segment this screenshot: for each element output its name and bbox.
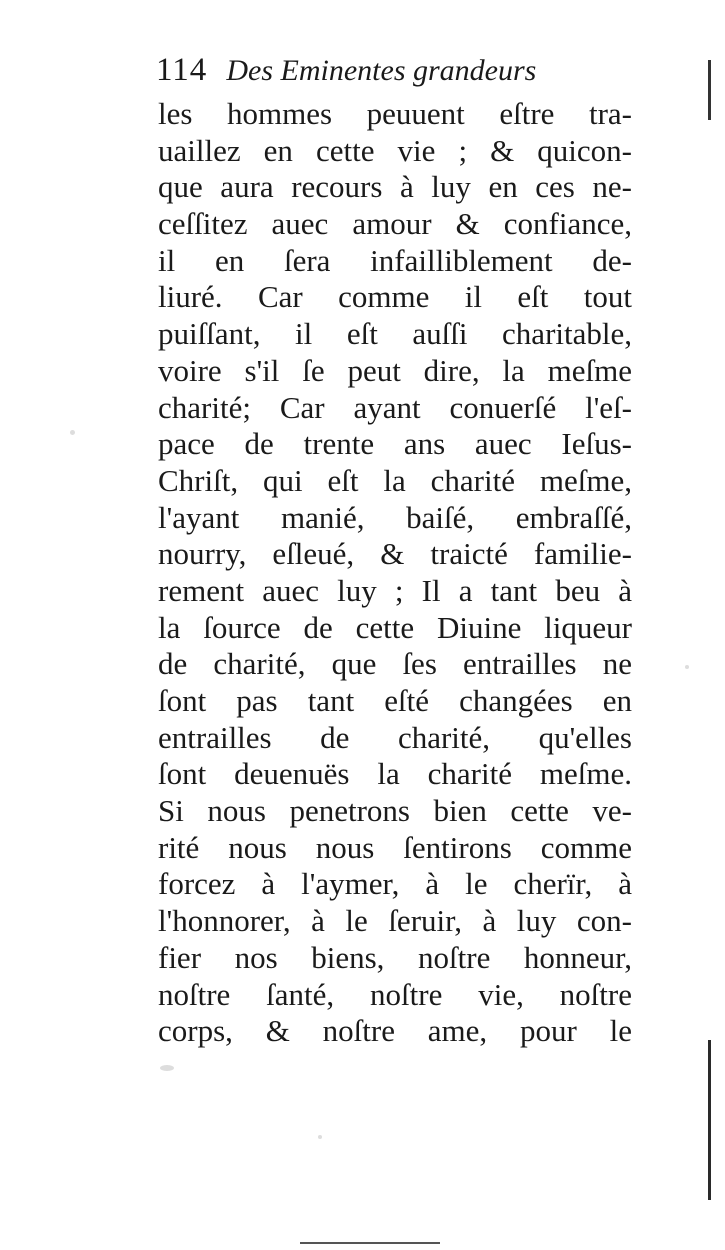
text-line: il en ſera infailliblement de- — [158, 242, 632, 278]
page-number: 114 — [156, 52, 208, 88]
text-line: que aura recours à luy en ces ne- — [158, 169, 632, 205]
text-line: voire s'il ſe peut dire, la meſme — [158, 352, 632, 388]
text-line: la ſource de cette Diuine liqueur — [158, 609, 632, 645]
text-line: liuré. Car comme il eſt tout — [158, 279, 632, 315]
text-line: charité; Car ayant conuerſé l'eſ- — [158, 389, 632, 425]
ink-speck — [70, 430, 75, 435]
text-line: corps, & noſtre ame, pour le — [158, 1013, 632, 1049]
ink-speck — [685, 665, 689, 669]
text-line: fier nos biens, noſtre honneur, — [158, 939, 632, 975]
text-line: ſont pas tant eſté changées en — [158, 683, 632, 718]
text-line: entrailles de charité, qu'elles — [158, 719, 632, 755]
text-line: puiſſant, il eſt auſſi charitable, — [158, 316, 632, 352]
running-head: Des Eminentes grandeurs — [226, 54, 537, 87]
text-line: l'ayant manié, baiſé, embraſſé, — [158, 499, 632, 535]
text-line: forcez à l'aymer, à le cherïr, à — [158, 866, 632, 902]
text-line: Si nous penetrons bien cette ve- — [158, 793, 632, 829]
page-edge-mark — [708, 60, 711, 120]
bottom-rule — [300, 1242, 440, 1244]
body-text — [158, 96, 632, 1050]
text-line: pace de trente ans auec Ieſus- — [158, 426, 632, 462]
text-line: uaillez en cette vie ; & quicon- — [158, 132, 632, 168]
text-line: ſont deuenuës la charité meſme. — [158, 756, 632, 792]
ink-speck — [160, 1065, 174, 1071]
page-header — [156, 52, 616, 96]
text-line: nourry, eſleué, & traicté familie- — [158, 536, 632, 572]
text-line: Chriſt, qui eſt la charité meſme, — [158, 462, 632, 498]
text-line: de charité, que ſes entrailles ne — [158, 646, 632, 682]
text-line: les hommes peuuent eſtre tra- — [158, 96, 632, 131]
text-line: ceſſitez auec amour & confiance, — [158, 206, 632, 242]
ink-speck — [318, 1135, 322, 1139]
page-edge-mark — [708, 1040, 711, 1200]
text-line: rité nous nous ſentirons comme — [158, 829, 632, 865]
text-line: rement auec luy ; Il a tant beu à — [158, 572, 632, 608]
text-line: l'honnorer, à le ſeruir, à luy con- — [158, 903, 632, 939]
text-line: noſtre ſanté, noſtre vie, noſtre — [158, 976, 632, 1012]
